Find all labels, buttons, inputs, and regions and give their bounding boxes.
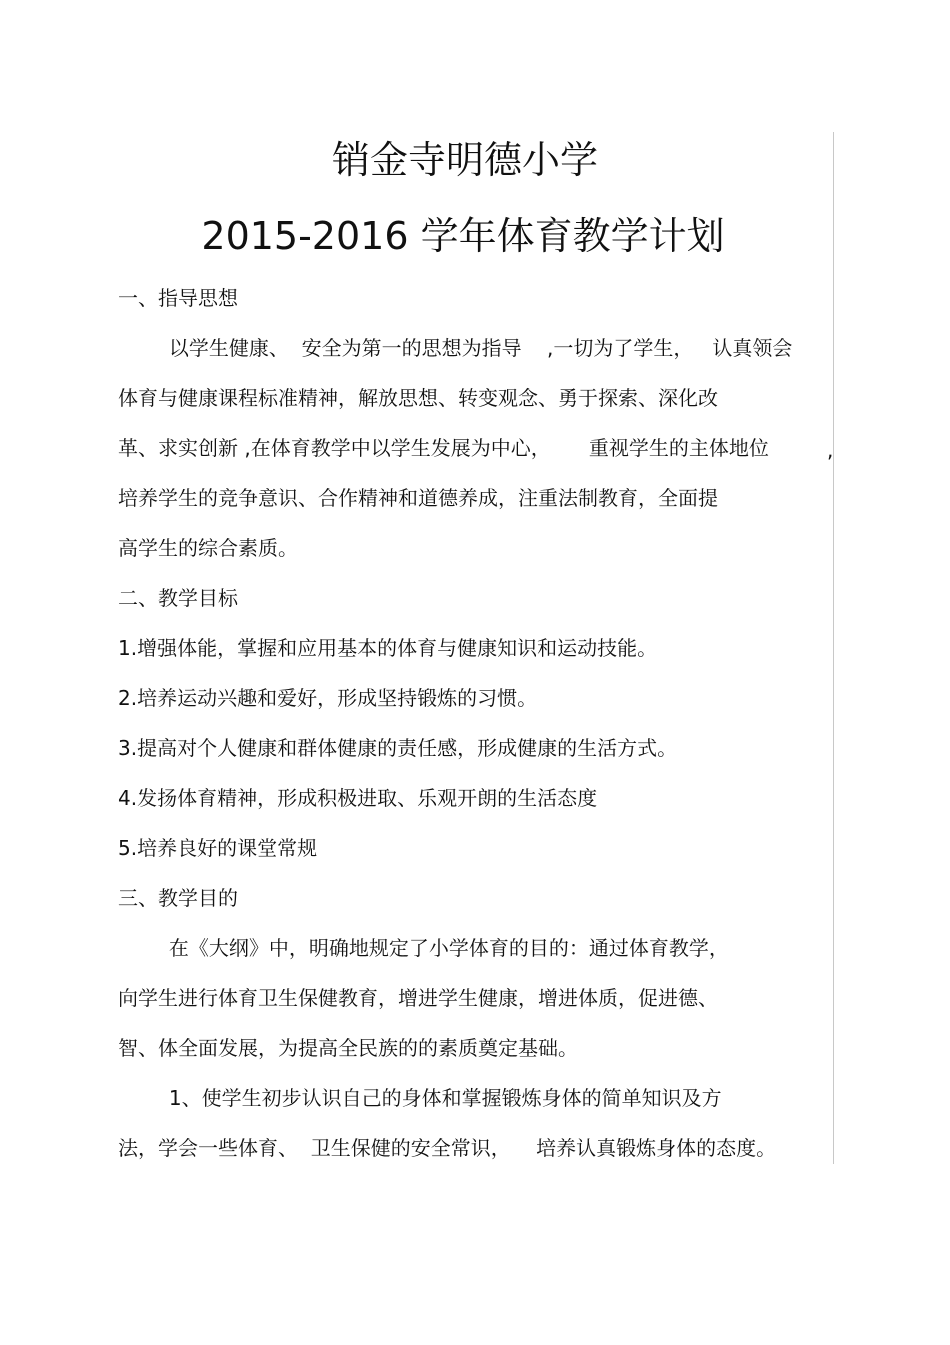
section-heading-teaching-purpose: 三、教学目的 <box>118 886 238 910</box>
paragraph-line: 体育与健康课程标准精神，解放思想、转变观念、勇于探索、深化改 <box>118 386 718 410</box>
goal-item: 4.发扬体育精神，形成积极进取、乐观开朗的生活态度 <box>118 786 598 810</box>
page-edge-rule <box>833 132 834 1164</box>
paragraph-line: 1、使学生初步认识自己的身体和掌握锻炼身体的简单知识及方 <box>118 1086 722 1110</box>
paragraph-line: 法，学会一些体育、 卫生保健的安全常识， 培养认真锻炼身体的态度。 <box>118 1136 777 1160</box>
trailing-comma: , <box>827 438 834 462</box>
paragraph-line: 革、求实创新 ,在体育教学中以学生发展为中心， 重视学生的主体地位 <box>118 436 769 460</box>
section-heading-guiding-thought: 一、指导思想 <box>118 286 238 310</box>
goal-item: 3.提高对个人健康和群体健康的责任感，形成健康的生活方式。 <box>118 736 678 760</box>
paragraph-line: 在《大纲》中，明确地规定了小学体育的目的：通过体育教学， <box>118 936 729 960</box>
section-heading-teaching-goals: 二、教学目标 <box>118 586 238 610</box>
goal-item: 2.培养运动兴趣和爱好，形成坚持锻炼的习惯。 <box>118 686 538 710</box>
paragraph-line: 向学生进行体育卫生保健教育，增进学生健康，增进体质，促进德、 <box>118 986 718 1010</box>
goal-item: 1.增强体能，掌握和应用基本的体育与健康知识和运动技能。 <box>118 636 658 660</box>
goal-item: 5.培养良好的课堂常规 <box>118 836 318 860</box>
school-name-heading: 销金寺明德小学 <box>331 138 598 182</box>
paragraph-line: 以学生健康、 安全为第一的思想为指导 ,一切为了学生， 认真领会 <box>118 336 793 360</box>
paragraph-line: 智、体全面发展，为提高全民族的的素质奠定基础。 <box>118 1036 578 1060</box>
paragraph-line: 培养学生的竞争意识、合作精神和道德养成，注重法制教育，全面提 <box>118 486 718 510</box>
plan-title-heading: 2015-2016 学年体育教学计划 <box>201 214 725 258</box>
paragraph-line: 高学生的综合素质。 <box>118 536 298 560</box>
